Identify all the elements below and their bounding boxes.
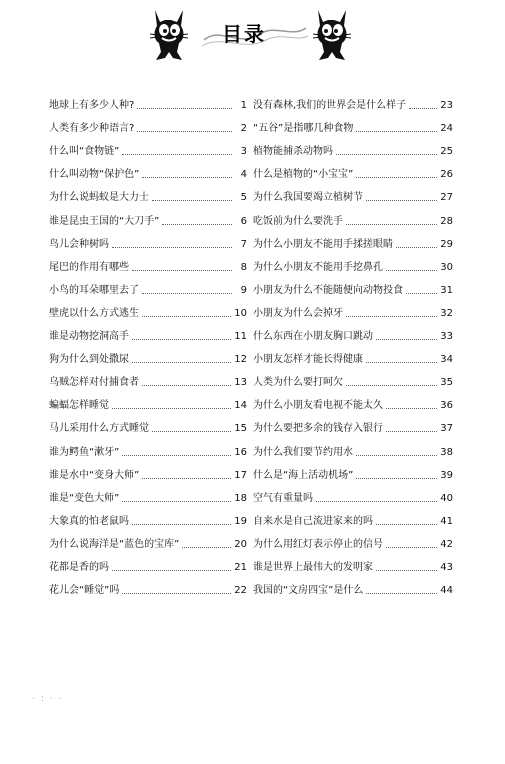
toc-entry[interactable] <box>253 211 453 229</box>
dot-leader <box>122 154 232 155</box>
toc-entry-page-number: 17 <box>234 469 247 481</box>
toc-entry-page-number: 1 <box>240 100 247 111</box>
toc-entry[interactable] <box>253 465 453 483</box>
toc-entry-page-number: 35 <box>440 377 453 389</box>
toc-entry-title: 鸟儿会种树吗 <box>49 238 109 250</box>
toc-entry-title: 谁是动物挖洞高手 <box>49 331 129 342</box>
toc-entry[interactable] <box>49 580 247 598</box>
dot-leader <box>132 524 231 525</box>
toc-entry-page-number: 43 <box>440 562 453 573</box>
toc-entry-page-number: 41 <box>440 515 453 527</box>
toc-entry-page-number: 24 <box>440 123 453 135</box>
toc-entry-page-number: 32 <box>440 307 453 319</box>
toc-entry-title: 为什么说蚂蚁是大力士 <box>49 192 149 204</box>
toc-entry[interactable] <box>253 557 453 575</box>
toc-entry-page-number: 10 <box>234 307 247 319</box>
dot-leader <box>346 316 437 317</box>
toc-entry-title: 地球上有多少人种? <box>49 100 135 111</box>
toc-entry-title: 为什么用红灯表示停止的信号 <box>253 538 383 550</box>
dot-leader <box>142 293 232 294</box>
dot-leader <box>376 524 437 525</box>
toc-entry-title: 马儿采用什么方式睡觉 <box>49 423 149 435</box>
toc-entry-page-number: 11 <box>234 331 247 342</box>
dot-leader <box>406 293 437 294</box>
toc-entry-page-number: 26 <box>440 169 453 181</box>
toc-entry-title: 为什么我国要竭立植树节 <box>253 192 363 204</box>
toc-entry-title: 人类有多少种语言? <box>49 123 135 135</box>
toc-entry-page-number: 2 <box>240 123 247 135</box>
toc-entry-title: 狗为什么到处撒尿 <box>49 354 129 366</box>
toc-entry-page-number: 39 <box>440 469 453 481</box>
toc-entry-title: 植物能捕杀动物吗 <box>253 146 333 158</box>
dot-leader <box>152 431 231 432</box>
toc-entry[interactable] <box>253 118 453 136</box>
dot-leader <box>137 108 232 109</box>
toc-entry[interactable] <box>253 511 453 529</box>
dot-leader <box>356 131 437 132</box>
toc-entry-title: 壁虎以什么方式逃生 <box>49 307 139 319</box>
dot-leader <box>112 247 232 248</box>
toc-entry[interactable] <box>49 442 247 460</box>
toc-entry[interactable] <box>49 557 247 575</box>
toc-entry-title: 谁是“变色大师” <box>49 492 120 504</box>
toc-entry-page-number: 13 <box>234 377 247 389</box>
toc-entry-page-number: 36 <box>440 400 453 412</box>
dot-leader <box>142 478 231 479</box>
toc-entry-title: 谁为鳄鱼“漱牙” <box>49 446 120 458</box>
toc-entry[interactable] <box>49 511 247 529</box>
toc-entry-page-number: 16 <box>234 446 247 458</box>
page-title: 目录 <box>222 22 266 46</box>
dot-leader <box>386 408 437 409</box>
dot-leader <box>137 131 232 132</box>
toc-entry-page-number: 37 <box>440 423 453 435</box>
toc-entry-page-number: 27 <box>440 192 453 204</box>
toc-entry-title: 为什么要把多余的钱存入银行 <box>253 423 383 435</box>
toc-entry[interactable] <box>49 187 247 205</box>
toc-entry-page-number: 25 <box>440 146 453 158</box>
toc-entry-page-number: 33 <box>440 331 453 342</box>
toc-entry-page-number: 12 <box>234 354 247 366</box>
dot-leader <box>162 224 232 225</box>
dot-leader <box>142 316 231 317</box>
toc-entry-title: 尾巴的作用有哪些 <box>49 261 129 273</box>
toc-entry[interactable] <box>253 234 453 252</box>
toc-entry-page-number: 31 <box>440 284 453 296</box>
toc-entry[interactable] <box>49 349 247 367</box>
toc-entry-title: 大象真的怕老鼠吗 <box>49 515 129 527</box>
toc-entry-title: 什么叫“食物链” <box>49 146 120 158</box>
toc-entry[interactable] <box>253 442 453 460</box>
toc-entry-title: 没有森林,我们的世界会是什么样子 <box>253 100 407 111</box>
toc-entry-page-number: 19 <box>234 515 247 527</box>
dot-leader <box>316 501 437 502</box>
faint-scan-marks: ·:·· <box>32 694 68 704</box>
dot-leader <box>122 593 231 594</box>
toc-entry[interactable] <box>49 326 247 344</box>
dot-leader <box>142 385 231 386</box>
toc-entry-title: 谁是昆虫王国的“大刀手” <box>49 215 160 227</box>
dot-leader <box>366 593 437 594</box>
toc-entry[interactable] <box>253 580 453 598</box>
toc-entry-page-number: 6 <box>240 215 247 227</box>
toc-entry[interactable] <box>49 488 247 506</box>
toc-entry-page-number: 5 <box>240 192 247 204</box>
toc-entry[interactable] <box>49 280 247 298</box>
toc-entry-page-number: 18 <box>234 492 247 504</box>
toc-entry-page-number: 44 <box>440 585 453 597</box>
dot-leader <box>346 224 437 225</box>
toc-entry-page-number: 34 <box>440 354 453 366</box>
toc-entry-page-number: 30 <box>440 261 453 273</box>
dot-leader <box>132 270 232 271</box>
dot-leader <box>182 547 231 548</box>
toc-entry-title: 花儿会“睡觉”吗 <box>49 585 120 597</box>
dot-leader <box>122 501 231 502</box>
dot-leader <box>336 154 437 155</box>
toc-entry-page-number: 29 <box>440 238 453 250</box>
dot-leader <box>396 247 437 248</box>
dot-leader <box>346 385 437 386</box>
toc-entry-title: 小朋友怎样才能长得健康 <box>253 354 363 366</box>
toc-entry-page-number: 22 <box>234 585 247 597</box>
toc-entry-page-number: 7 <box>240 238 247 250</box>
cartoon-cat-left-icon <box>147 6 191 64</box>
toc-entry[interactable] <box>49 118 247 136</box>
toc-entry-title: 为什么说海洋是“蓝色的宝库” <box>49 538 180 550</box>
toc-entry[interactable] <box>253 187 453 205</box>
toc-entry-title: 小朋友为什么会掉牙 <box>253 307 343 319</box>
toc-entry[interactable] <box>253 326 453 344</box>
dot-leader <box>409 108 437 109</box>
toc-entry-page-number: 42 <box>440 538 453 550</box>
toc-entry-title: 为什么小朋友不能用手挖鼻孔 <box>253 261 383 273</box>
dot-leader <box>142 177 232 178</box>
toc-entry-title: “五谷”是指哪几种食物 <box>253 123 354 135</box>
dot-leader <box>112 570 231 571</box>
toc-entry-title: 什么东西在小朋友胸口跳动 <box>253 331 373 342</box>
toc-entry-title: 蝙蝠怎样睡觉 <box>49 400 109 412</box>
dot-leader <box>356 478 437 479</box>
toc-entry-title: 花都是香的吗 <box>49 562 109 573</box>
dot-leader <box>386 547 437 548</box>
dot-leader <box>376 339 437 340</box>
toc-entry[interactable] <box>253 534 453 552</box>
toc-entry[interactable] <box>49 534 247 552</box>
toc-entry-title: 谁是世界上最伟大的发明家 <box>253 562 373 573</box>
toc-entry[interactable] <box>253 280 453 298</box>
toc-entry[interactable] <box>49 418 247 436</box>
toc-entry-page-number: 8 <box>240 261 247 273</box>
toc-entry-title: 什么是植物的“小宝宝” <box>253 169 354 181</box>
toc-entry-title: 小鸟的耳朵哪里去了 <box>49 284 139 296</box>
toc-entry-title: 什么叫动物“保护色” <box>49 169 140 181</box>
toc-entry[interactable] <box>49 372 247 390</box>
toc-entry[interactable] <box>49 303 247 321</box>
toc-entry[interactable] <box>253 95 453 113</box>
toc-entry-title: 谁是水中“变身大师” <box>49 469 140 481</box>
toc-entry-title: 小朋友为什么不能随便向动物投食 <box>253 284 403 296</box>
toc-entry-title: 为什么小朋友看电视不能太久 <box>253 400 383 412</box>
toc-entry-page-number: 23 <box>440 100 453 111</box>
toc-entry[interactable] <box>49 257 247 275</box>
dot-leader <box>112 408 231 409</box>
toc-entry-title: 空气有重量吗 <box>253 492 313 504</box>
toc-entry[interactable] <box>253 488 453 506</box>
dot-leader <box>366 200 437 201</box>
dot-leader <box>386 270 437 271</box>
toc-entry[interactable] <box>253 141 453 159</box>
toc-entry-title: 自来水是自己流进家来的吗 <box>253 515 373 527</box>
toc-entry-title: 为什么小朋友不能用手揉搓眼睛 <box>253 238 393 250</box>
toc-entry-title: 吃饭前为什么要洗手 <box>253 215 343 227</box>
toc-entry-page-number: 15 <box>234 423 247 435</box>
toc-entry[interactable] <box>49 211 247 229</box>
toc-entry-title: 我国的“文房四宝”是什么 <box>253 585 364 597</box>
toc-entry-page-number: 38 <box>440 446 453 458</box>
dot-leader <box>132 339 231 340</box>
toc-entry-page-number: 20 <box>234 538 247 550</box>
toc-entry[interactable] <box>253 395 453 413</box>
page-header <box>0 0 505 70</box>
toc-entry[interactable] <box>253 257 453 275</box>
toc-entry[interactable] <box>49 234 247 252</box>
dot-leader <box>132 362 231 363</box>
dot-leader <box>152 200 232 201</box>
toc-entry-title: 人类为什么要打呵欠 <box>253 377 343 389</box>
dot-leader <box>356 177 437 178</box>
toc-entry-title: 什么是“海上活动机场” <box>253 469 354 481</box>
toc-entry[interactable] <box>49 395 247 413</box>
toc-entry[interactable] <box>253 303 453 321</box>
dot-leader <box>386 431 437 432</box>
toc-entry[interactable] <box>49 465 247 483</box>
toc-entry[interactable] <box>49 95 247 113</box>
toc-entry-page-number: 14 <box>234 400 247 412</box>
dot-leader <box>376 570 437 571</box>
toc-entry[interactable] <box>253 349 453 367</box>
toc-entry-title: 为什么我们要节约用水 <box>253 446 353 458</box>
toc-entry-page-number: 3 <box>240 146 247 158</box>
toc-entry-page-number: 21 <box>234 562 247 573</box>
toc-entry-page-number: 28 <box>440 215 453 227</box>
toc-entry-page-number: 4 <box>240 169 247 181</box>
dot-leader <box>122 455 231 456</box>
toc-entry[interactable] <box>253 418 453 436</box>
dot-leader <box>366 362 437 363</box>
toc-entry[interactable] <box>49 164 247 182</box>
toc-entry-page-number: 9 <box>240 284 247 296</box>
cartoon-cat-right-icon <box>310 6 354 64</box>
toc-entry-title: 乌贼怎样对付捕食者 <box>49 377 139 389</box>
toc-entry[interactable] <box>49 141 247 159</box>
toc-entry-page-number: 40 <box>440 492 453 504</box>
toc-entry[interactable] <box>253 372 453 390</box>
toc-entry[interactable] <box>253 164 453 182</box>
dot-leader <box>356 455 437 456</box>
